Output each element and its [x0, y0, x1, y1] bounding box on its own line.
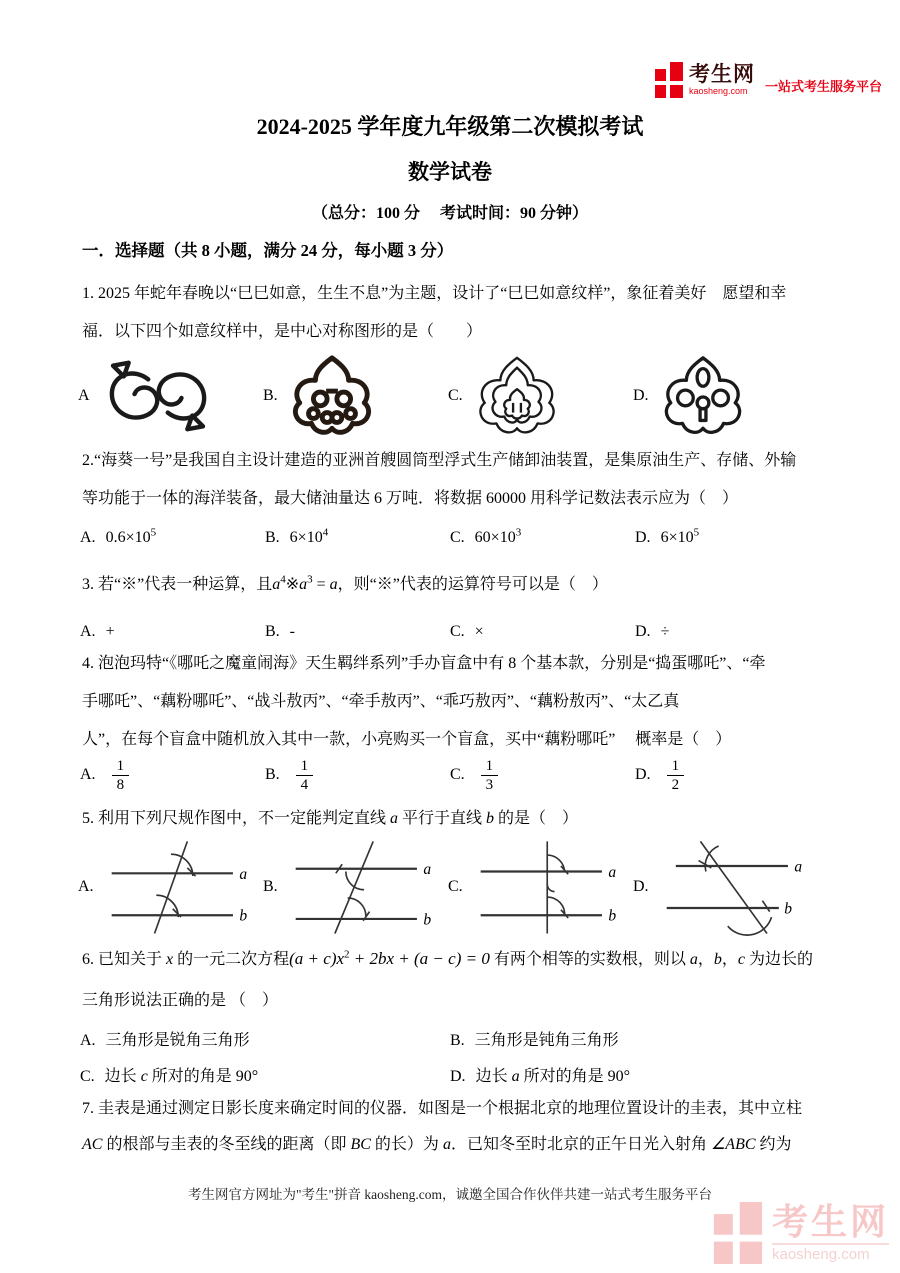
- q2-option-d-value: 6×10: [660, 529, 694, 546]
- q3-option-d: [635, 621, 820, 643]
- q6-text-post2: 为边长的: [749, 951, 814, 968]
- q1-option-a-label: A: [78, 387, 90, 405]
- subject-title: 数学试卷: [408, 160, 492, 184]
- q1-option-d: [633, 352, 818, 440]
- q6-option-c: [80, 1066, 450, 1088]
- q5-figure-a-parallel-construction-icon: [98, 834, 253, 940]
- q1-line2: 福．以下四个如意纹样中，是中心对称图形的是（ ）: [82, 323, 483, 340]
- q5-figure-b-line-a-label: a: [422, 861, 431, 879]
- q4-options: [80, 758, 840, 794]
- q5-option-figures: [78, 833, 840, 941]
- q5-text-post: 的是（ ）: [498, 810, 579, 827]
- q2-option-a-label: A.: [80, 529, 96, 546]
- q4-line1: 4. 泡泡玛特“《哪吒之魔童闹海》天生羁绊系列”手办盲盒中有 8 个基本款，分别是“捣蛋哪吒”、“牵: [82, 655, 766, 672]
- q4-line3: 人”，在每个盲盒中随机放入其中一款，小亮购买一个盲盒，买中“藕粉哪吒” 概率是（ ）: [82, 731, 732, 748]
- q3-option-c-value: ×: [474, 623, 484, 640]
- q7-text3: ．已知冬至时北京的正午日光入射角: [450, 1136, 707, 1153]
- q3-option-b-value: -: [289, 623, 295, 640]
- q3-var-a2: a: [299, 576, 308, 593]
- q2-option-b-exponent: 4: [322, 526, 329, 539]
- q5-figure-d-line-a-label: a: [793, 858, 802, 876]
- q6-option-d: [450, 1066, 820, 1088]
- kaosheng-watermark: [712, 1202, 889, 1264]
- q4-option-a-numerator: 1: [112, 758, 130, 776]
- q3-option-d-value: ÷: [660, 623, 670, 640]
- q2-line1: 2.“海葵一号”是我国自主设计建造的亚洲首艘圆筒型浮式生产储卸油装置，是集原油生产、存储、外输: [82, 452, 797, 469]
- q6-option-b: [450, 1030, 820, 1052]
- q7-angle-abc: ∠ABC: [710, 1136, 756, 1153]
- q1-line1: 1. 2025 年蛇年春晚以“巳巳如意，生生不息”为主题，设计了“巳巳如意纹样”，象征着美好 愿望和幸: [82, 285, 787, 302]
- q4-option-d-denominator: 2: [671, 776, 680, 793]
- q6-var-a: a: [689, 951, 698, 968]
- q4-option-a-fraction: [112, 758, 130, 794]
- q3-option-c-label: C.: [450, 623, 465, 640]
- q1-option-b-label: B.: [263, 387, 278, 405]
- q6-var-x: x: [166, 951, 174, 968]
- q4-option-a-denominator: 8: [116, 776, 125, 793]
- logo-name: 考生网: [689, 63, 755, 86]
- q2-option-c-value: 60×10: [474, 529, 516, 546]
- exam-title: 2024-2025 学年度九年级第二次模拟考试: [256, 114, 644, 139]
- q4-option-d-fraction: [667, 758, 685, 794]
- q1-option-figures: [78, 350, 840, 442]
- q4-option-b: [265, 758, 450, 794]
- q2-option-d-label: D.: [635, 529, 651, 546]
- q3-option-c: [450, 621, 635, 643]
- q4-option-c-label: C.: [450, 766, 465, 784]
- q1-option-d-label: D.: [633, 387, 649, 405]
- q4-option-d-label: D.: [635, 766, 651, 784]
- q4-option-d: [635, 758, 820, 794]
- q6-option-d-label: D.: [450, 1068, 466, 1085]
- q5-figure-c-line-b-label: b: [607, 907, 616, 925]
- q3-option-d-label: D.: [635, 623, 651, 640]
- q2-option-a-exponent: 5: [150, 526, 157, 539]
- q3-option-a: [80, 621, 265, 643]
- q6-option-b-label: B.: [450, 1032, 465, 1049]
- q4-option-b-denominator: 4: [300, 776, 309, 793]
- q6-option-b-value: 三角形是钝角三角形: [474, 1032, 619, 1049]
- q4-option-c-fraction: [481, 758, 499, 794]
- q3-text-post: ，则“※”代表的运算符号可以是（ ）: [337, 576, 608, 593]
- q6-text-post1: 有两个相等的实数根，则以: [493, 951, 686, 968]
- q6-option-c-pre: 边长: [104, 1068, 137, 1085]
- ruyi-cloud-thin-pattern-icon: [467, 352, 567, 440]
- watermark-text-block: [772, 1201, 890, 1263]
- q5-var-a: a: [390, 810, 399, 827]
- q5-figure-b-line-b-label: b: [422, 911, 431, 929]
- q7-var-bc: BC: [350, 1136, 371, 1153]
- q6-equation-part2: + 2bx + (a − c) = 0: [349, 949, 490, 968]
- q5-line: [82, 808, 840, 830]
- q6-separator2: ，: [721, 951, 738, 968]
- q7-text1: 的根部与圭表的冬至线的距离（即: [106, 1136, 347, 1153]
- q5-figure-c-parallel-construction-icon: [467, 834, 622, 940]
- q3-text-pre: 3. 若“※”代表一种运算，且: [82, 576, 273, 593]
- q2-option-c: [450, 527, 635, 549]
- q4-option-a-label: A.: [80, 766, 96, 784]
- q6-text-pre1: 6. 已知关于: [82, 951, 163, 968]
- q3-equals: =: [312, 576, 330, 593]
- q6-line2: 三角形说法正确的是 （ ）: [82, 992, 279, 1009]
- q2-option-a-value: 0.6×10: [105, 529, 151, 546]
- q6-line1: [82, 948, 840, 971]
- q6-option-c-label: C.: [80, 1068, 95, 1085]
- q3-operator-symbol: ※: [285, 576, 300, 593]
- q6-text-pre2: 的一元二次方程: [177, 951, 290, 968]
- q6-options-row1: [80, 1030, 840, 1052]
- q6-option-d-post: 所对的角是 90°: [523, 1068, 630, 1085]
- q5-figure-a-line-a-label: a: [238, 865, 247, 883]
- q5-option-c: [448, 834, 633, 940]
- q4-option-c-denominator: 3: [485, 776, 494, 793]
- q7-text2: 的长）为: [374, 1136, 439, 1153]
- q4-option-a: [80, 758, 265, 794]
- q6-options-row2: [80, 1066, 840, 1088]
- q3-option-b: [265, 621, 450, 643]
- q6-option-c-post: 所对的角是 90°: [151, 1068, 259, 1085]
- q4-option-b-label: B.: [265, 766, 280, 784]
- q5-option-a: [78, 834, 263, 940]
- q5-figure-d-line-b-label: b: [783, 900, 792, 918]
- q3-var-a3: a: [329, 576, 338, 593]
- q6-option-a-value: 三角形是锐角三角形: [105, 1032, 250, 1049]
- q5-figure-a-line-b-label: b: [238, 907, 247, 925]
- q6-option-c-var: c: [140, 1068, 148, 1085]
- q2-option-b-value: 6×10: [289, 529, 323, 546]
- q7-line1: 7. 圭表是通过测定日影长度来确定时间的仪器．如图是一个根据北京的地理位置设计的圭表，其中立柱: [82, 1100, 803, 1117]
- q7-var-a: a: [442, 1136, 451, 1153]
- footer-note: 考生网官方网址为"考生"拼音 kaosheng.com，诚邀全国合作伙伴共建一站式考生服务平台: [187, 1187, 712, 1202]
- q6-option-a: [80, 1030, 450, 1052]
- q3-exp-3: 3: [307, 573, 313, 586]
- q7-line2: [82, 1134, 840, 1156]
- q7-var-ac: AC: [82, 1136, 103, 1153]
- q4-line2: 手哪吒”、“藕粉哪吒”、“战斗敖丙”、“牵手敖丙”、“乖巧敖丙”、“藕粉敖丙”、“太乙真: [82, 693, 680, 710]
- score-time-line: （总分：100 分 考试时间：90 分钟）: [311, 205, 588, 222]
- q1-option-c: [448, 352, 633, 440]
- kaosheng-logo-icon: [655, 62, 683, 98]
- q4-option-c-numerator: 1: [481, 758, 499, 776]
- q3-var-a1: a: [272, 576, 281, 593]
- q6-option-a-label: A.: [80, 1032, 96, 1049]
- q6-var-c: c: [737, 951, 745, 968]
- q2-option-c-exponent: 3: [515, 526, 522, 539]
- q4-option-b-numerator: 1: [296, 758, 314, 776]
- q1-option-c-label: C.: [448, 387, 463, 405]
- q5-option-b: [263, 834, 448, 940]
- q4-option-b-fraction: [296, 758, 314, 794]
- kaosheng-logo: [655, 62, 882, 98]
- q5-var-b: b: [486, 810, 495, 827]
- ruyi-interlocked-pattern-icon: [94, 352, 222, 440]
- q2-option-b-label: B.: [265, 529, 280, 546]
- q5-figure-c-line-a-label: a: [607, 863, 616, 881]
- q3-option-b-label: B.: [265, 623, 280, 640]
- q5-option-d-label: D.: [633, 878, 649, 896]
- q6-var-b: b: [713, 951, 722, 968]
- q6-equation-exponent: 2: [344, 948, 350, 961]
- q2-line2: 等功能于一体的海洋装备，最大储油量达 6 万吨．将数据 60000 用科学记数法表示应为（ ）: [82, 490, 739, 507]
- section-header: 一．选择题（共 8 小题，满分 24 分，每小题 3 分）: [82, 241, 454, 260]
- q5-option-b-label: B.: [263, 878, 278, 896]
- q6-equation-part1: (a + c)x: [289, 949, 345, 968]
- q5-figure-d-parallel-construction-icon: [653, 834, 808, 940]
- q2-option-c-label: C.: [450, 529, 465, 546]
- q3-exp-4: 4: [280, 573, 286, 586]
- watermark-domain: kaosheng.com: [772, 1243, 889, 1262]
- logo-tagline: 一站式考生服务平台: [765, 78, 883, 94]
- ruyi-cloud-bold-pattern-icon: [282, 352, 382, 440]
- watermark-name: 考生网: [772, 1201, 890, 1242]
- q5-text-pre: 5. 利用下列尺规作图中，不一定能判定直线: [82, 810, 387, 827]
- q3-options: [80, 621, 840, 643]
- q3-option-a-value: +: [105, 623, 115, 640]
- q6-option-d-var: a: [511, 1068, 520, 1085]
- q2-option-d: [635, 527, 820, 549]
- kaosheng-watermark-icon: [712, 1202, 764, 1264]
- logo-text-block: [689, 64, 755, 96]
- q3-line: [82, 574, 840, 596]
- q5-text-mid: 平行于直线: [402, 810, 483, 827]
- q6-option-d-pre: 边长: [475, 1068, 508, 1085]
- q6-separator1: ，: [697, 951, 714, 968]
- q1-option-b: [263, 352, 448, 440]
- q2-option-d-exponent: 5: [693, 526, 700, 539]
- q2-option-a: [80, 527, 265, 549]
- q3-option-a-label: A.: [80, 623, 96, 640]
- q5-option-d: [633, 834, 818, 940]
- q5-option-c-label: C.: [448, 878, 463, 896]
- logo-domain: kaosheng.com: [689, 86, 748, 96]
- q7-text4: 约为: [759, 1136, 792, 1153]
- q4-option-d-numerator: 1: [667, 758, 685, 776]
- q4-option-c: [450, 758, 635, 794]
- ruyi-cloud-keyhole-pattern-icon: [653, 352, 753, 440]
- q2-option-b: [265, 527, 450, 549]
- q5-option-a-label: A.: [78, 878, 94, 896]
- q2-options: [80, 527, 840, 549]
- q1-option-a: [78, 352, 263, 440]
- q5-figure-b-parallel-construction-icon: [282, 834, 437, 940]
